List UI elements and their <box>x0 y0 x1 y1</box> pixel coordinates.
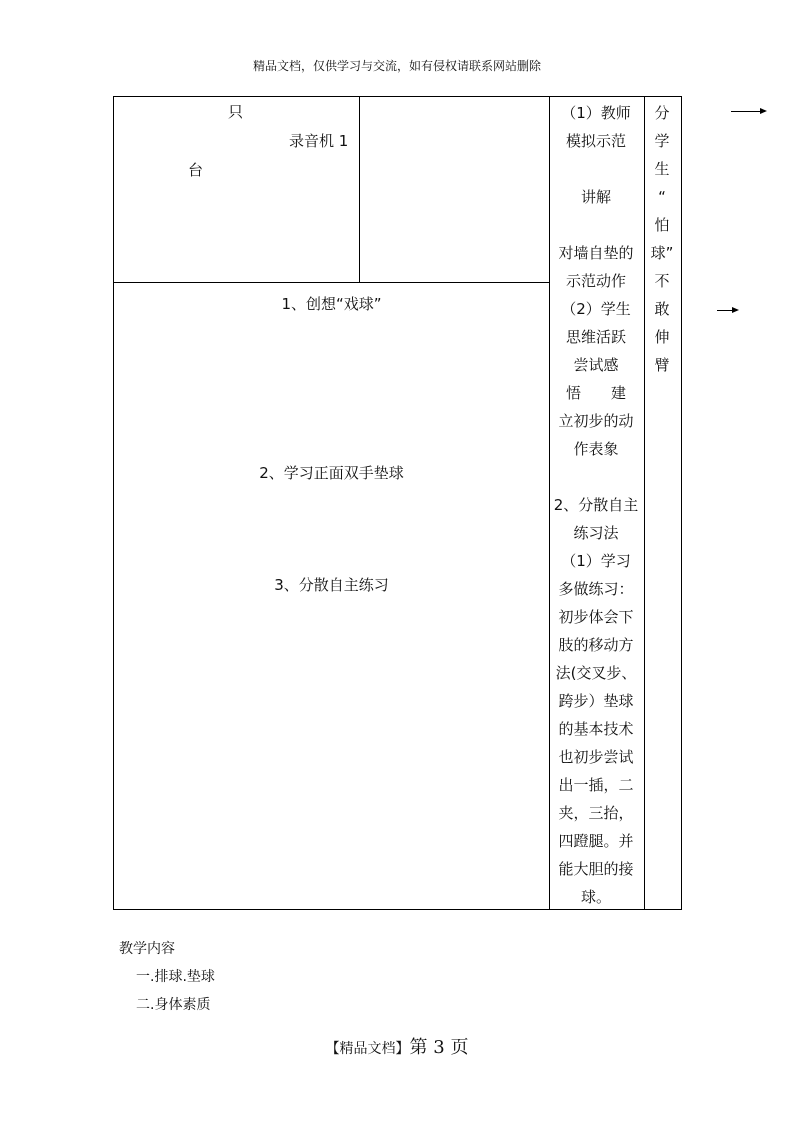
content-item-1: 1、创想“戏球” <box>281 295 382 313</box>
table-divider-col2 <box>359 96 360 282</box>
method-line: 练习法 <box>573 524 619 542</box>
method-column <box>551 99 641 911</box>
method-line: 也初步尝试 <box>558 748 634 766</box>
method-line: 球。 <box>580 888 611 906</box>
method-line: （1）学习 <box>561 552 631 570</box>
method-line: 初步体会下 <box>558 608 634 626</box>
page-footer <box>0 1033 794 1059</box>
content-item-2: 2、学习正面双手垫球 <box>259 464 404 482</box>
table-border-top <box>113 96 682 97</box>
note-line: 怕 <box>654 216 670 234</box>
note-column <box>645 99 679 379</box>
equipment-unit: 只 <box>228 103 244 121</box>
note-line: 学 <box>654 132 670 150</box>
equipment-count-unit: 台 <box>188 161 204 179</box>
note-line: 生 <box>654 160 670 178</box>
note-line: 臂 <box>654 356 670 374</box>
method-line: 2、分散自主 <box>553 496 639 514</box>
arrow-right-icon <box>717 310 737 311</box>
method-line <box>551 463 641 491</box>
note-line: 敢 <box>654 300 670 318</box>
method-line: 能大胆的接 <box>558 860 634 878</box>
note-line: “ <box>658 188 666 206</box>
method-line: 立初步的动 <box>558 412 634 430</box>
arrow-right-icon <box>731 111 765 112</box>
table-border-left <box>113 96 114 910</box>
content-list-item: 二.身体素质 <box>136 997 211 1013</box>
method-line: 多做练习： <box>558 580 634 598</box>
content-item-3: 3、分散自主练习 <box>274 576 389 594</box>
method-line: 跨步）垫球 <box>558 692 634 710</box>
method-line: 出一插，二 <box>558 776 634 794</box>
method-line: 尝试感 <box>573 356 619 374</box>
method-line: 示范动作 <box>565 272 626 290</box>
table-divider-col3 <box>549 96 550 910</box>
equipment-recorder: 录音机 1 <box>289 132 349 150</box>
table-divider-row <box>113 282 550 283</box>
note-line: 不 <box>654 272 670 290</box>
method-line: 夹，三抬， <box>558 804 634 822</box>
header-watermark: 精品文档，仅供学习与交流，如有侵权请联系网站删除 <box>252 59 541 73</box>
method-line <box>551 211 641 239</box>
method-line: 四蹬腿。并 <box>558 832 634 850</box>
method-line: 法(交叉步、 <box>555 664 637 682</box>
note-line: 球” <box>650 244 674 262</box>
method-line: 的基本技术 <box>558 720 634 738</box>
table-border-right <box>681 96 682 910</box>
method-line: 模拟示范 <box>565 132 626 150</box>
section-title: 教学内容 <box>119 941 175 957</box>
page-number: 第 3 页 <box>409 1037 469 1058</box>
method-line: 悟 建 <box>565 384 626 402</box>
note-line: 分 <box>654 104 670 122</box>
method-line <box>551 155 641 183</box>
method-line: 肢的移动方 <box>558 636 634 654</box>
method-line: （1）教师 <box>561 104 631 122</box>
method-line: （2）学生 <box>561 300 631 318</box>
method-line: 思维活跃 <box>565 328 626 346</box>
note-line: 伸 <box>654 328 670 346</box>
content-list-item: 一.排球.垫球 <box>136 969 215 985</box>
method-line: 作表象 <box>573 440 619 458</box>
method-line: 对墙自垫的 <box>558 244 634 262</box>
method-line: 讲解 <box>580 188 611 206</box>
footer-tag: 【精品文档】 <box>325 1041 410 1057</box>
